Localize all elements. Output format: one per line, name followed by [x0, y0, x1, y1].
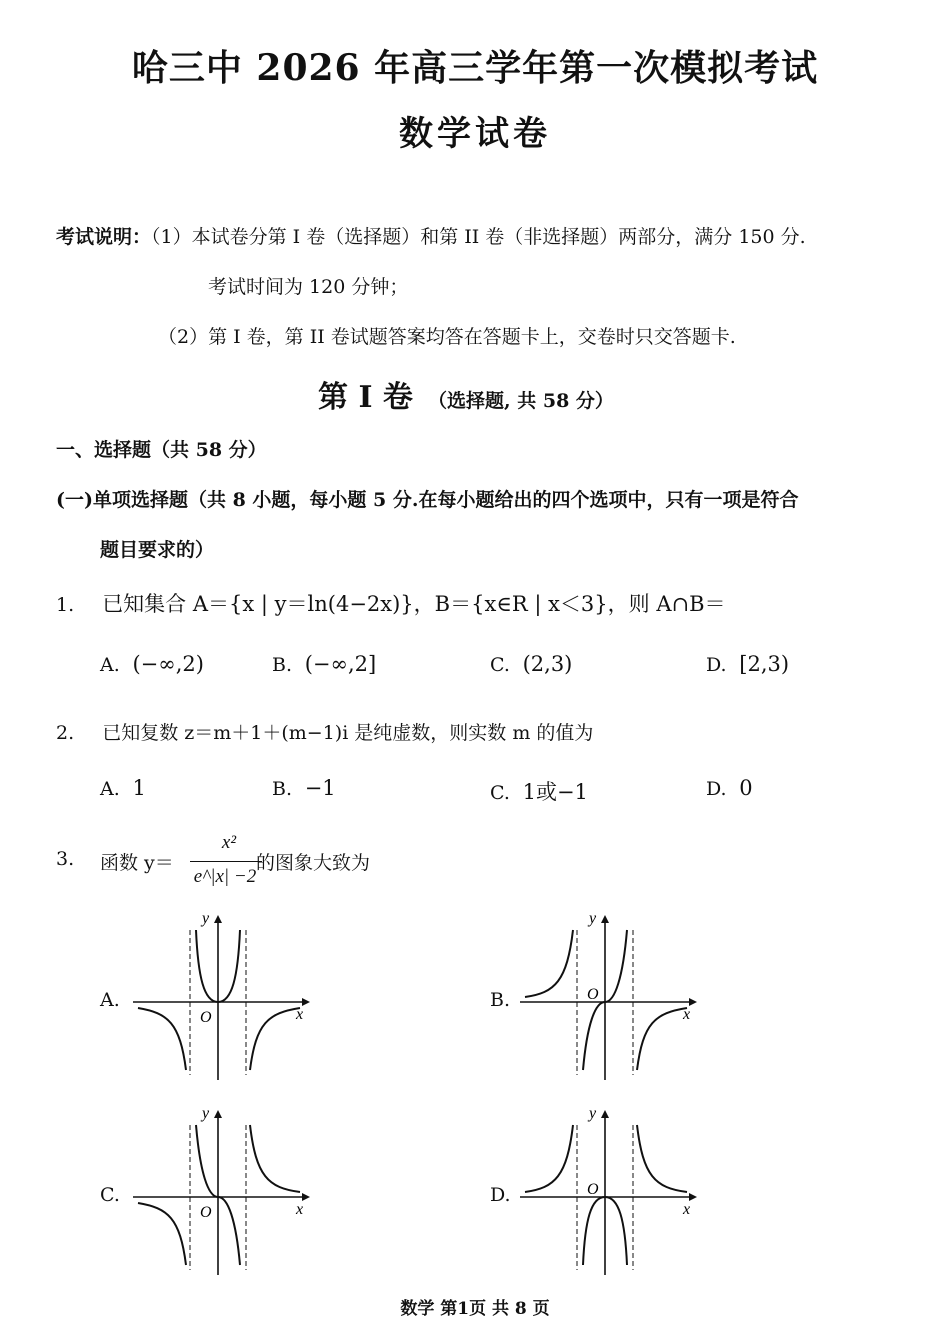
- section-heading: 一、选择题（共 58 分）: [56, 439, 267, 461]
- question-2: [56, 718, 593, 745]
- q2-option-c[interactable]: [490, 776, 588, 806]
- origin-label: O: [587, 1181, 599, 1198]
- part-heading: [318, 372, 614, 416]
- option-text: (2,3): [522, 652, 573, 676]
- x-axis-arrow: [302, 998, 310, 1006]
- q1-option-c[interactable]: [490, 652, 572, 676]
- option-label: D.: [706, 778, 727, 800]
- option-text: −1: [304, 776, 336, 800]
- question-1: [56, 588, 726, 618]
- question-stem: 已知集合 A＝{x | y＝ln(4−2x)}，B＝{x∈R | x＜3}，则 A∩B＝: [102, 592, 726, 616]
- y-axis-label: y: [202, 910, 210, 927]
- curve-left: [525, 1125, 573, 1192]
- y-axis-arrow: [214, 915, 222, 923]
- option-label: A.: [100, 778, 120, 800]
- question-number: 1.: [56, 594, 75, 616]
- q2-option-d[interactable]: [706, 776, 753, 800]
- x-axis-arrow: [689, 1193, 697, 1201]
- instructions-label: 考试说明：: [56, 226, 152, 248]
- option-label: D.: [706, 654, 727, 676]
- y-axis-label: y: [202, 1105, 210, 1122]
- q2-option-a[interactable]: [100, 776, 146, 800]
- part-note: （选择题, 共 58 分）: [428, 390, 614, 412]
- option-label: A.: [100, 654, 120, 676]
- y-axis-arrow: [214, 1110, 222, 1118]
- question-3-number: 3.: [56, 848, 75, 870]
- exam-subtitle: 数学试卷: [399, 114, 551, 154]
- origin-label: O: [587, 986, 599, 1003]
- y-axis-label: y: [589, 910, 597, 927]
- section-sub-line2: 题目要求的）: [100, 539, 215, 561]
- question-stem: 已知复数 z＝m＋1＋(m−1)i 是纯虚数，则实数 m 的值为: [102, 722, 594, 744]
- origin-label: O: [200, 1204, 212, 1221]
- curve-left: [138, 1203, 186, 1265]
- option-text: 1: [132, 776, 146, 800]
- instructions-text-1: （1）本试卷分第 I 卷（选择题）和第 II 卷（非选择题）两部分，满分 150 分.: [151, 226, 806, 248]
- x-axis-label: x: [296, 1201, 304, 1218]
- exam-title: 哈三中 2026 年高三学年第一次模拟考试: [131, 47, 819, 89]
- y-axis-arrow: [601, 1110, 609, 1118]
- question-3-stem-suffix: 的图象大致为: [256, 852, 371, 874]
- curve-left: [138, 1008, 186, 1070]
- x-axis-arrow: [302, 1193, 310, 1201]
- y-axis-label: y: [589, 1105, 597, 1122]
- graph-label-b[interactable]: B.: [490, 989, 511, 1011]
- option-label: C.: [490, 782, 510, 804]
- x-axis-label: x: [296, 1006, 304, 1023]
- curve-right: [250, 1008, 300, 1070]
- option-text: 1或−1: [522, 780, 588, 804]
- graph-label-c[interactable]: C.: [100, 1184, 120, 1206]
- curve-right: [637, 1008, 687, 1070]
- question-number: 2.: [56, 722, 75, 744]
- option-label: B.: [272, 778, 293, 800]
- graph-b[interactable]: [515, 905, 705, 1085]
- graph-label-d[interactable]: D.: [490, 1184, 511, 1206]
- q1-option-d[interactable]: [706, 652, 789, 676]
- section-sub-line1: (一)单项选择题（共 8 小题，每小题 5 分.在每小题给出的四个选项中，只有一项是符合: [56, 489, 799, 511]
- option-text: (−∞,2): [132, 652, 204, 676]
- part-title: 第 I 卷: [318, 380, 413, 415]
- q1-option-a[interactable]: [100, 652, 204, 676]
- option-text: 0: [739, 776, 753, 800]
- fraction-bar: [190, 861, 262, 862]
- option-label: B.: [272, 654, 293, 676]
- page-footer: 数学 第1页 共 8 页: [400, 1299, 550, 1319]
- q1-option-b[interactable]: [272, 652, 376, 676]
- q2-option-b[interactable]: [272, 776, 336, 800]
- x-axis-label: x: [683, 1201, 691, 1218]
- fraction-denominator: e^|x| −2: [193, 866, 257, 887]
- y-axis-arrow: [601, 915, 609, 923]
- graph-d[interactable]: [515, 1100, 705, 1280]
- graph-label-a[interactable]: A.: [100, 989, 120, 1011]
- x-axis-label: x: [683, 1006, 691, 1023]
- instructions-line1: [56, 222, 806, 249]
- graph-a[interactable]: [128, 905, 318, 1085]
- option-text: (−∞,2]: [304, 652, 377, 676]
- instructions-line3: （2）第 I 卷，第 II 卷试题答案均答在答题卡上，交卷时只交答题卡.: [158, 326, 736, 348]
- graph-c[interactable]: [128, 1100, 318, 1280]
- curve-left: [525, 930, 573, 997]
- question-3-stem-prefix: 函数 y＝: [100, 852, 174, 874]
- curve-right: [637, 1125, 687, 1192]
- curve-right: [250, 1125, 300, 1192]
- option-text: [2,3): [739, 652, 790, 676]
- instructions-line2: 考试时间为 120 分钟；: [208, 276, 409, 298]
- option-label: C.: [490, 654, 510, 676]
- x-axis-arrow: [689, 998, 697, 1006]
- fraction-numerator: x²: [221, 832, 237, 853]
- origin-label: O: [200, 1009, 212, 1026]
